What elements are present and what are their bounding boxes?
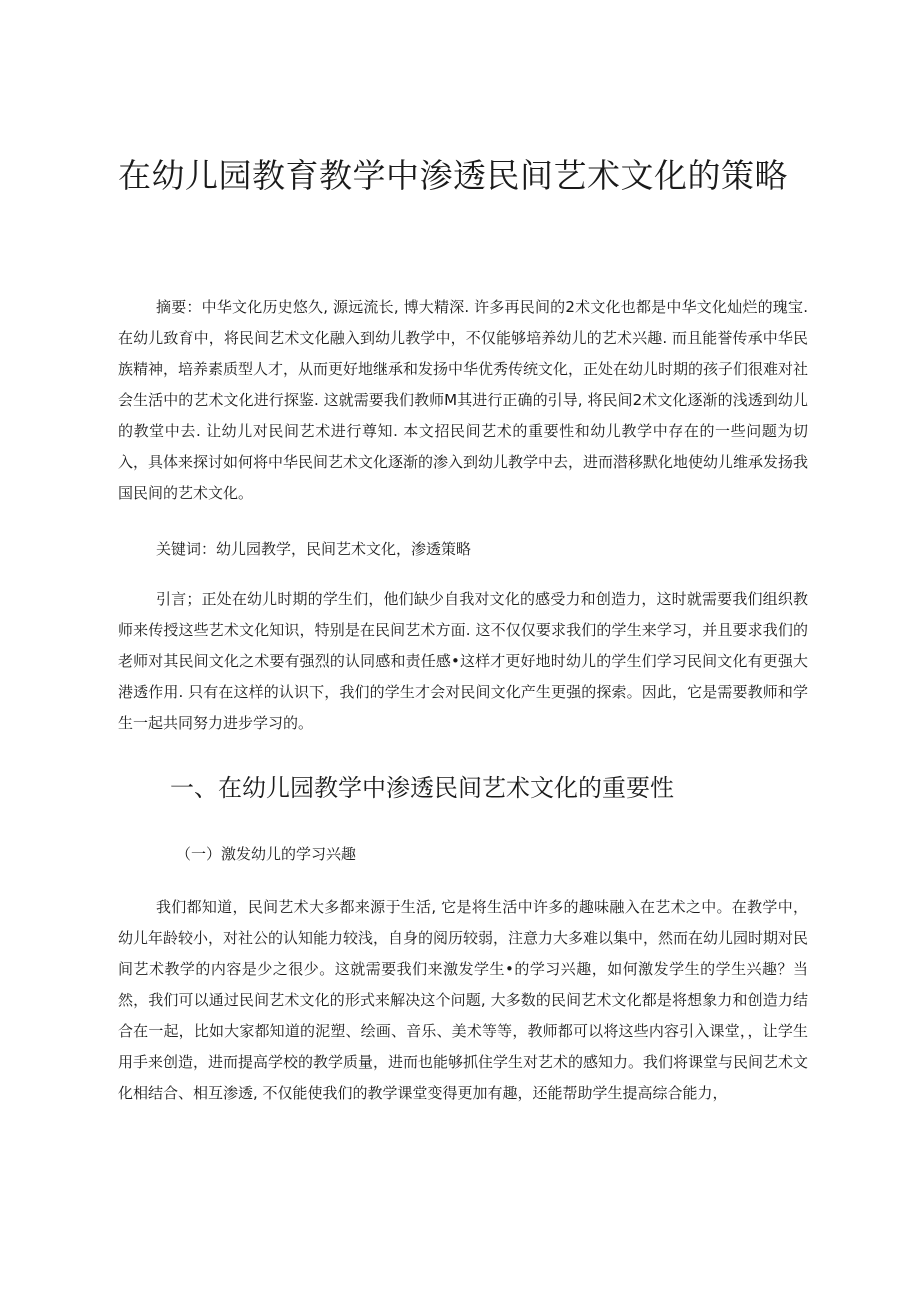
abstract-paragraph: 摘要：中华文化历史悠久, 源远流长, 博大精深. 许多再民间的2术文化也都是中华文化灿烂的瑰宝. 在幼儿致育中，将民间艺术文化融入到幼儿教学中，不仅能够培养幼儿的艺术兴趣. 而且能誉传承中华民族精神，培养素质型人才，从而更好地继承和发扬中华优秀传统文化，正处在幼儿时期的孩子们很难对社会生活中的艺术文化进行探鉴. 这就需要我们教师M其进行正确的引导, 将民间2术文化逐渐的浅透到幼儿的教堂中去. 让幼儿对民间艺术进行尊知. 本文招民间艺术的重要性和幼儿教学中存在的一些问题为切入，具体来探讨如何将中华民间艺术文化逐渐的渗入到幼儿教学中去，进而潜移默化地使幼儿维承发扬我国民间的艺术文化。 <box>118 298 809 502</box>
introduction-paragraph: 引言；正处在幼儿时期的学生们，他们缺少自我对文化的感受力和创造力，这时就需要我们组织教师来传授这些艺术文化知识，特别是在民间艺术方面. 这不仅仅要求我们的学生来学习，并且要求我们的老师对其民间文化之术要有强烈的认同感和责任感•这样才更好地时幼儿的学生们学习民间文化有更强大港透作用. 只有在这样的认识下，我们的学生才会对民间文化产生更强的探索。因此，它是需要教师和学生一起共同努力进步学习的。 <box>118 590 808 732</box>
section-heading: 一、在幼儿园教学中渗透民间艺术文化的重要性 <box>170 774 674 802</box>
subsection-heading: （一）激发幼儿的学习兴趣 <box>176 845 357 863</box>
keywords-paragraph: 关键词：幼儿园教学，民间艺术文化，渗透策略 <box>156 540 472 558</box>
body-paragraph: 我们都知道，民间艺术大多都来源于生活, 它是将生活中许多的趣味融入在艺术之中。在教学中，幼儿年龄较小，对社公的认知能力较浅，自身的阅历较弱，注意力大多难以集中，然而在幼儿园时期对民间艺术教学的内容是少之很少。这就需要我们来激发学生•的学习兴趣，如何激发学生的学生兴趣？当然，我们可以通过民间艺术文化的形式来解决这个问题, 大多数的民间艺术文化都是将想象力和创造力结合在一起，比如大家都知道的泥塑、绘画、音乐、美术等等，教师都可以将这些内容引入课堂，，让学生用手来创造，进而提高学校的教学质量，进而也能够抓住学生对艺术的感知力。我们将课堂与民间艺术文化相结合、相互渗透, 不仅能使我们的教学课堂变得更加有趣，还能帮助学生提高综合能力， <box>118 898 809 1102</box>
document-title: 在幼儿园教育教学中渗透民间艺术文化的策略 <box>118 156 788 195</box>
